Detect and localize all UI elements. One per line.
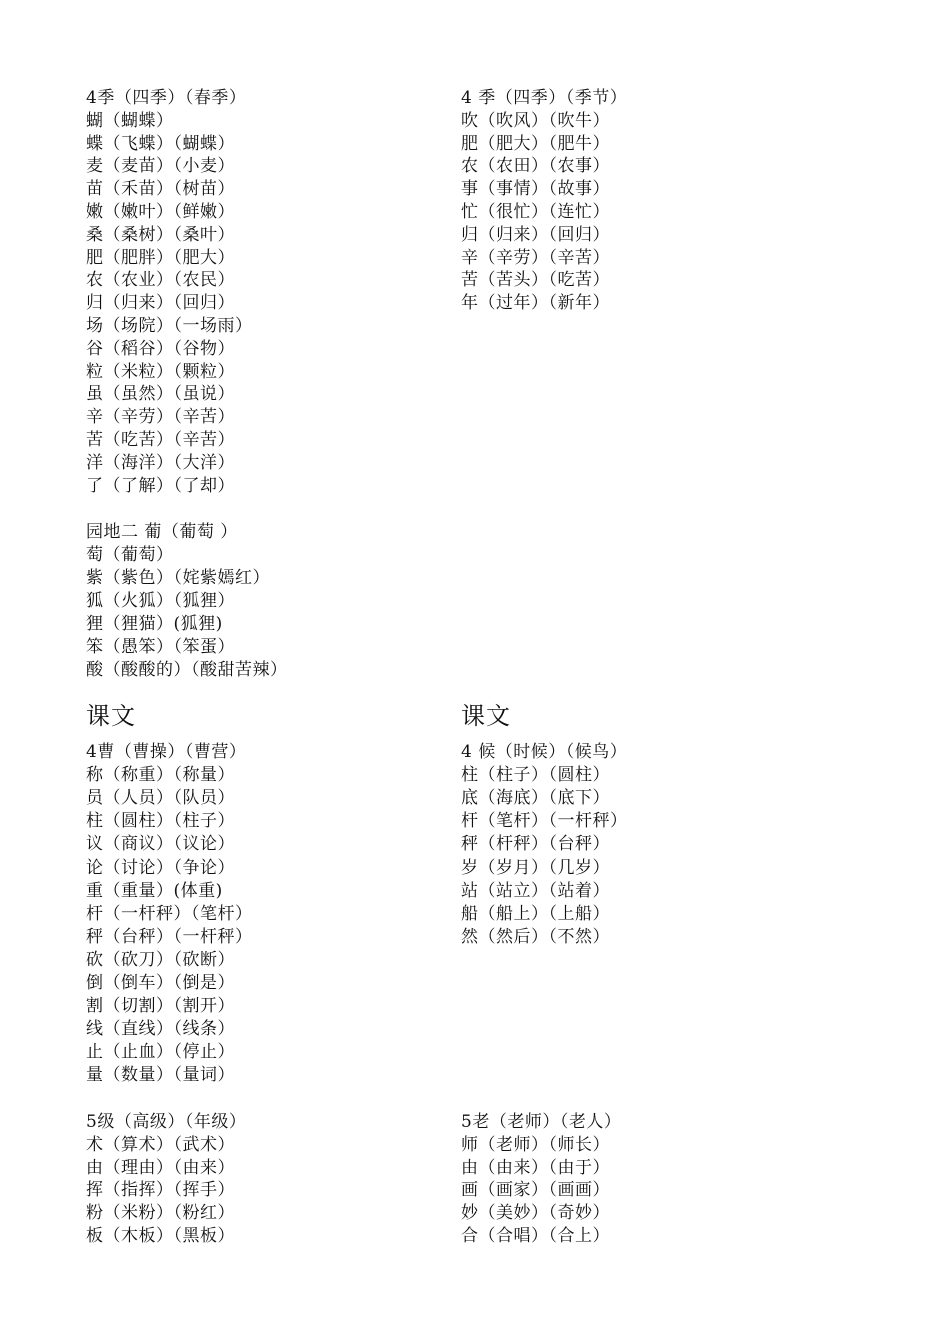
vocab-line: 年（过年）（新年） (461, 293, 610, 314)
vocab-line: 站（站立）（站着） (461, 880, 610, 901)
vocab-line: 岁（岁月）（几岁） (461, 857, 610, 878)
vocab-line: 画（画家）（画画） (461, 1180, 610, 1201)
vocab-line: 园地二 葡（葡萄 ） (86, 522, 238, 542)
vocab-line: 肥（肥大）（肥牛） (461, 133, 610, 154)
vocab-line: 苗（禾苗）（树苗） (86, 179, 235, 200)
vocab-line: 砍（砍刀）（砍断） (86, 949, 235, 970)
vocab-line: 麦（麦苗）（小麦） (86, 156, 235, 177)
vocab-line: 肥（肥胖）（肥大） (86, 247, 235, 268)
vocab-line: 底（海底）（底下） (461, 788, 610, 809)
vocab-line: 杆（一杆秤）（笔杆） (86, 903, 253, 924)
vocab-line: 合（合唱）（合上） (461, 1226, 610, 1246)
vocab-line: 挥（指挥）（挥手） (86, 1180, 235, 1201)
vocab-line: 蝶（飞蝶）（蝴蝶） (86, 133, 235, 154)
vocab-line: 柱（柱子）（圆柱） (461, 765, 610, 786)
vocab-line: 师（老师）（师长） (461, 1134, 610, 1155)
vocab-line: 秤（台秤）（一杆秤） (86, 926, 253, 947)
vocab-line: 农（农田）（农事） (461, 156, 610, 177)
vocab-line: 苦（吃苦）（辛苦） (86, 430, 235, 450)
vocab-line: 由（由来）（由于） (461, 1157, 610, 1178)
vocab-line: 线（直线）（线条） (86, 1019, 235, 1040)
vocab-line: 酸（酸酸的）（酸甜苦辣） (86, 660, 288, 680)
vocab-line: 4 季（四季）（季节） (461, 88, 628, 108)
vocab-line: 由（理由）（由来） (86, 1157, 235, 1178)
vocab-line: 事（事情）（故事） (461, 179, 610, 200)
vocab-line: 忙（很忙）（连忙） (461, 202, 610, 222)
vocab-line: 农（农业）（农民） (86, 270, 235, 291)
vocab-line: 苦（苦头）（吃苦） (461, 270, 610, 291)
vocab-line: 割（切割）（割开） (86, 996, 235, 1017)
vocab-line: 归（归来）（回归） (461, 224, 610, 245)
vocab-line: 辛（辛劳）（辛苦） (86, 407, 235, 428)
vocab-line: 蝴（蝴蝶） (86, 110, 174, 131)
vocab-line: 粒（米粒）（颗粒） (86, 361, 235, 382)
vocab-line: 然（然后）（不然） (461, 926, 610, 947)
vocab-line: 称（称重）（称量） (86, 765, 235, 786)
vocab-line: 止（止血）（停止） (86, 1042, 235, 1063)
right-section-heading: 课文 (461, 702, 511, 730)
vocab-line: 5老（老师）（老人） (461, 1112, 622, 1132)
vocab-line: 员（人员）（队员） (86, 788, 235, 809)
vocab-line: 重（重量）(体重) (86, 880, 223, 901)
vocab-line: 船（船上）（上船） (461, 903, 610, 924)
vocab-line: 狐（火狐）（狐狸） (86, 591, 235, 611)
vocab-line: 嫩（嫩叶）（鲜嫩） (86, 202, 235, 222)
vocab-line: 术（算术）（武术） (86, 1134, 235, 1155)
vocab-line: 场（场院）（一场雨） (86, 316, 253, 336)
vocab-line: 4季（四季）（春季） (86, 88, 247, 108)
vocab-line: 了（了解）（了却） (86, 475, 235, 496)
vocab-line: 狸（狸猫）(狐狸) (86, 614, 223, 634)
vocab-line: 柱（圆柱）（柱子） (86, 811, 235, 832)
vocab-line: 量（数量）（量词） (86, 1065, 235, 1086)
vocab-line: 萄（葡萄） (86, 545, 174, 565)
left-section-heading: 课文 (86, 702, 136, 730)
vocab-line: 桑（桑树）（桑叶） (86, 224, 235, 245)
vocab-line: 吹（吹风）（吹牛） (461, 110, 610, 131)
vocab-line: 妙（美妙）（奇妙） (461, 1203, 610, 1224)
vocab-line: 笨（愚笨）（笨蛋） (86, 637, 235, 657)
vocab-line: 洋（海洋）（大洋） (86, 452, 235, 473)
vocab-line: 归（归来）（回归） (86, 293, 235, 314)
vocab-line: 板（木板）（黑板） (86, 1226, 235, 1246)
vocab-line: 秤（杆秤）（台秤） (461, 834, 610, 855)
vocab-line: 4曹（曹操）（曹营） (86, 742, 247, 762)
vocab-line: 倒（倒车）（倒是） (86, 973, 235, 993)
vocab-line: 论（讨论）（争论） (86, 857, 235, 878)
vocab-line: 虽（虽然）（虽说） (86, 384, 235, 405)
vocab-line: 4 候（时候）（候鸟） (461, 742, 628, 762)
vocab-line: 杆（笔杆）（一杆秤） (461, 811, 628, 832)
vocab-line: 谷（稻谷）（谷物） (86, 338, 235, 359)
vocab-line: 5级（高级）（年级） (86, 1112, 247, 1132)
vocab-line: 议（商议）（议论） (86, 834, 235, 855)
vocab-line: 粉（米粉）（粉红） (86, 1203, 235, 1224)
vocab-line: 辛（辛劳）（辛苦） (461, 247, 610, 268)
vocab-line: 紫（紫色）（姹紫嫣红） (86, 568, 270, 588)
